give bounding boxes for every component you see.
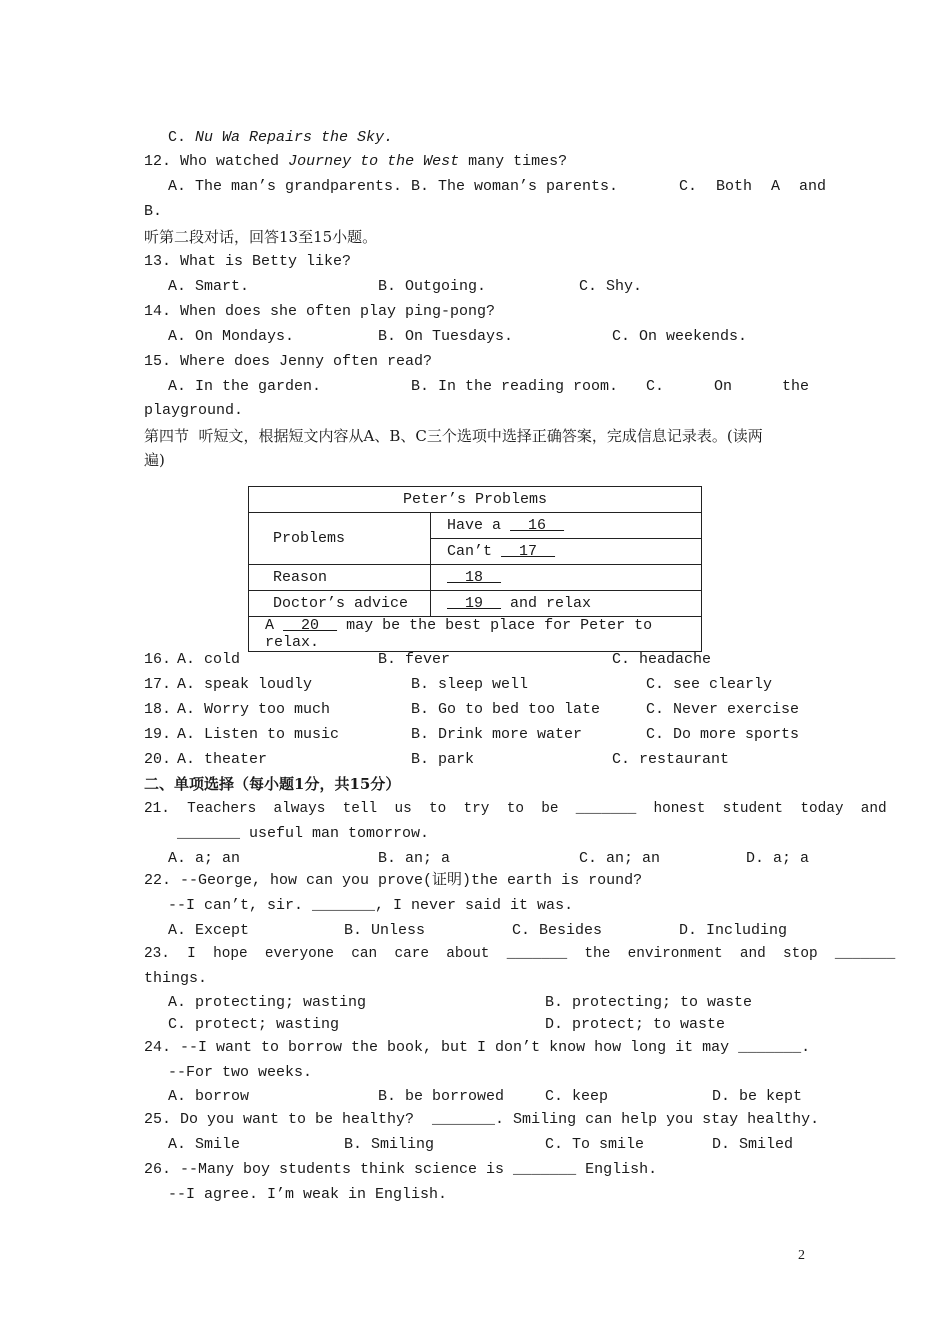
problem-cant-cell bbox=[431, 539, 702, 565]
q20-option-c: C. restaurant bbox=[612, 751, 730, 768]
q13-option-b: B. Outgoing. bbox=[378, 278, 487, 295]
q14-stem: 14. When does she often play ping-pong? bbox=[144, 303, 496, 320]
q23-option-a: A. protecting; wasting bbox=[168, 994, 367, 1011]
advice-cell bbox=[431, 591, 702, 617]
q18-num: 18. bbox=[144, 701, 172, 718]
q21-option-a: A. a; an bbox=[168, 850, 241, 867]
q20-num: 20. bbox=[144, 751, 172, 768]
reason-cell bbox=[431, 565, 702, 591]
q18-option-c: C. Never exercise bbox=[646, 701, 800, 718]
q15-option-c-word1: On bbox=[714, 378, 733, 395]
q21-stem-wrap: _______ useful man tomorrow. bbox=[177, 825, 430, 842]
q20-option-a: A. theater bbox=[177, 751, 268, 768]
q15-wrap: playground. bbox=[144, 402, 244, 419]
q25-option-b: B. Smiling bbox=[344, 1136, 435, 1153]
problems-label: Problems bbox=[249, 513, 431, 565]
q21-stem: 21. Teachers always tell us to try to be _______ honest student today and bbox=[144, 801, 887, 817]
q11-c-title: Nu Wa Repairs the Sky. bbox=[195, 129, 394, 146]
q23-stem: 23. I hope everyone can care about _______ the environment and stop _______ bbox=[144, 946, 896, 962]
q12-title: Journey to the West bbox=[288, 153, 460, 170]
table-title: Peter’s Problems bbox=[249, 487, 702, 513]
q15-stem: 15. Where does Jenny often read? bbox=[144, 353, 433, 370]
q12-wrap: B. bbox=[144, 203, 163, 220]
dialog2-heading: 听第二段对话，回答13至15小题。 bbox=[144, 228, 378, 246]
q21-option-b: B. an; a bbox=[378, 850, 451, 867]
reason-label: Reason bbox=[249, 565, 431, 591]
q22-stem: 22. --George, how can you prove(证明)the earth is round? bbox=[144, 872, 643, 889]
q19-option-b: B. Drink more water bbox=[411, 726, 583, 743]
q12-option-c: C. Both A and bbox=[679, 178, 827, 195]
q21-option-d: D. a; a bbox=[746, 850, 810, 867]
q15-option-a: A. In the garden. bbox=[168, 378, 322, 395]
q24-option-b: B. be borrowed bbox=[378, 1088, 505, 1105]
q15-option-c: C. bbox=[646, 378, 665, 395]
peter-problems-table bbox=[248, 486, 702, 652]
table-footer bbox=[249, 617, 702, 652]
page-number: 2 bbox=[798, 1248, 805, 1263]
q16-option-b: B. fever bbox=[378, 651, 451, 668]
q25-option-d: D. Smiled bbox=[712, 1136, 794, 1153]
q14-option-c: C. On weekends. bbox=[612, 328, 748, 345]
q18-option-b: B. Go to bed too late bbox=[411, 701, 601, 718]
problem-have-cell bbox=[431, 513, 702, 539]
q24-option-c: C. keep bbox=[545, 1088, 609, 1105]
q21-option-c: C. an; an bbox=[579, 850, 661, 867]
q11-option-c bbox=[168, 128, 393, 148]
q17-num: 17. bbox=[144, 676, 172, 693]
q12-pre: Who watched bbox=[180, 153, 280, 170]
q22-option-d: D. Including bbox=[679, 922, 788, 939]
q13-option-c: C. Shy. bbox=[579, 278, 643, 295]
footer-a: A bbox=[265, 617, 275, 634]
q19-num: 19. bbox=[144, 726, 172, 743]
q25-option-a: A. Smile bbox=[168, 1136, 241, 1153]
blank-20: 20 bbox=[283, 617, 338, 634]
q12-option-b: B. The woman’s parents. bbox=[411, 178, 619, 195]
have-text: Have a bbox=[447, 517, 502, 534]
q18-option-a: A. Worry too much bbox=[177, 701, 331, 718]
blank-16: 16 bbox=[510, 517, 565, 534]
q22-option-a: A. Except bbox=[168, 922, 250, 939]
q16-num: 16. bbox=[144, 651, 172, 668]
q23-option-b: B. protecting; to waste bbox=[545, 994, 753, 1011]
q23-stem-wrap: things. bbox=[144, 970, 208, 987]
q16-option-a: A. cold bbox=[177, 651, 241, 668]
q14-option-a: A. On Mondays. bbox=[168, 328, 295, 345]
q16-option-c: C. headache bbox=[612, 651, 712, 668]
q25-stem: 25. Do you want to be healthy? _______. Smiling can help you stay healthy. bbox=[144, 1111, 820, 1128]
q17-option-a: A. speak loudly bbox=[177, 676, 313, 693]
advice-label: Doctor’s advice bbox=[249, 591, 431, 617]
q15-option-b: B. In the reading room. bbox=[411, 378, 619, 395]
q23-option-c: C. protect; wasting bbox=[168, 1016, 340, 1033]
blank-19: 19 bbox=[447, 595, 502, 612]
part2-heading: 二、单项选择（每小题1分，共15分） bbox=[144, 775, 401, 793]
q12-stem bbox=[144, 152, 567, 172]
q17-option-c: C. see clearly bbox=[646, 676, 773, 693]
q26-stem: 26. --Many boy students think science is _______ English. bbox=[144, 1161, 658, 1178]
q11-c-label: C. bbox=[168, 129, 187, 146]
q12-num: 12. bbox=[144, 153, 172, 170]
q19-option-c: C. Do more sports bbox=[646, 726, 800, 743]
q17-option-b: B. sleep well bbox=[411, 676, 529, 693]
section4-heading: 第四节 听短文，根据短文内容从A、B、C三个选项中选择正确答案，完成信息记录表。(读两 bbox=[144, 427, 763, 445]
q24-option-a: A. borrow bbox=[168, 1088, 250, 1105]
q22-option-c: C. Besides bbox=[512, 922, 603, 939]
q22-option-b: B. Unless bbox=[344, 922, 426, 939]
q25-option-c: C. To smile bbox=[545, 1136, 645, 1153]
q22-stem-wrap: --I can’t, sir. _______, I never said it was. bbox=[168, 897, 574, 914]
q15-option-c-word2: the bbox=[782, 378, 810, 395]
relax-text: and relax bbox=[510, 595, 592, 612]
q26-stem-wrap: --I agree. I’m weak in English. bbox=[168, 1186, 448, 1203]
q20-option-b: B. park bbox=[411, 751, 475, 768]
q19-option-a: A. Listen to music bbox=[177, 726, 340, 743]
section4-heading-wrap: 遍) bbox=[144, 451, 165, 469]
q14-option-b: B. On Tuesdays. bbox=[378, 328, 514, 345]
q23-option-d: D. protect; to waste bbox=[545, 1016, 726, 1033]
footer-rest: may be the best place for Peter to relax. bbox=[265, 617, 653, 651]
cant-text: Can’t bbox=[447, 543, 493, 560]
blank-17: 17 bbox=[501, 543, 556, 560]
q24-option-d: D. be kept bbox=[712, 1088, 803, 1105]
blank-18: 18 bbox=[447, 569, 502, 586]
q12-option-a: A. The man’s grandparents. bbox=[168, 178, 403, 195]
q12-post: many times? bbox=[468, 153, 568, 170]
q24-stem: 24. --I want to borrow the book, but I don’t know how long it may _______. bbox=[144, 1039, 811, 1056]
q13-stem: 13. What is Betty like? bbox=[144, 253, 352, 270]
q24-stem-wrap: --For two weeks. bbox=[168, 1064, 313, 1081]
q13-option-a: A. Smart. bbox=[168, 278, 250, 295]
